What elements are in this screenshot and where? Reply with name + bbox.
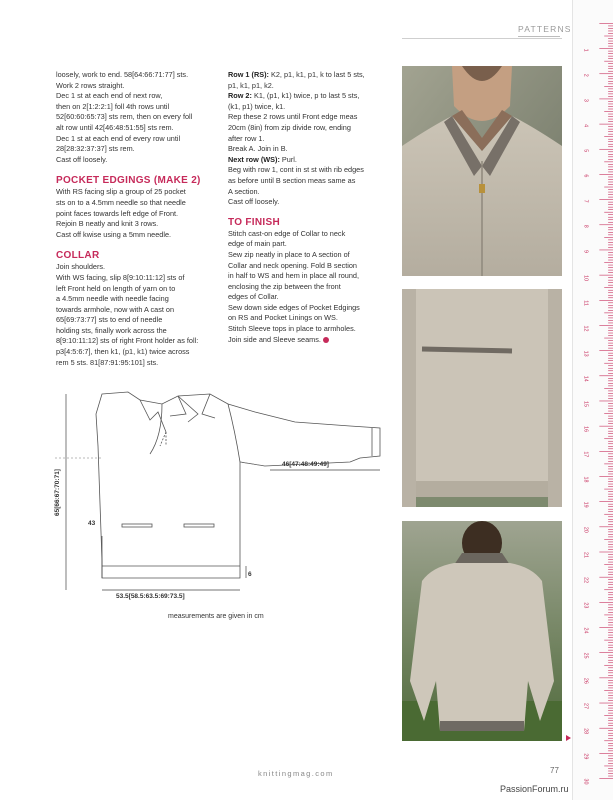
ruler-number: 29 bbox=[582, 753, 589, 760]
text-line: 65[69:73:77] sts to end of needle bbox=[56, 315, 163, 325]
text-line: Cast off loosely. bbox=[56, 154, 108, 164]
row-1-line bbox=[228, 70, 388, 81]
final-line bbox=[228, 335, 388, 346]
text-line: Sew down side edges of Pocket Edgings bbox=[228, 302, 360, 312]
ruler-number: 12 bbox=[582, 325, 589, 332]
row-1-text: K2, p1, k1, p1, k to last 5 sts, bbox=[268, 70, 365, 79]
ruler-number: 15 bbox=[582, 400, 589, 407]
text-line: 28[28:32:37:37] sts rem. bbox=[56, 144, 135, 154]
text-line: Join side and Sleeve seams. bbox=[228, 334, 321, 344]
text-line: as before until B section meas same as bbox=[228, 175, 356, 185]
text-line: holding sts, finally work across the bbox=[56, 325, 167, 335]
text-line: Stitch Sleeve tops in place to armholes. bbox=[228, 324, 356, 334]
photo-collar-closeup bbox=[402, 66, 562, 276]
page-number: 77 bbox=[550, 766, 559, 775]
ruler-number: 30 bbox=[582, 778, 589, 785]
ruler-number: 5 bbox=[582, 149, 589, 153]
text-line: rem 5 sts. 81[87:91:95:101] sts. bbox=[56, 357, 159, 367]
length-label: 65[66:67:70:71] bbox=[54, 469, 61, 516]
ruler-number: 19 bbox=[582, 501, 589, 508]
column-left bbox=[56, 70, 216, 368]
text-line: With WS facing, slip 8[9:10:11:12] sts of bbox=[56, 272, 185, 282]
text-line: Cast off loosely. bbox=[228, 197, 280, 207]
text-line: after row 1. bbox=[228, 133, 265, 143]
schematic-pocket-right bbox=[184, 524, 214, 527]
text-line: enclosing the zip between the front bbox=[228, 281, 341, 291]
ruler-number: 27 bbox=[582, 703, 589, 709]
ruler-number: 18 bbox=[582, 476, 589, 483]
text-line: Rep these 2 rows until Front edge meas bbox=[228, 112, 358, 122]
text-line: point faces towards left edge of Front. bbox=[56, 208, 179, 218]
text-line: Join shoulders. bbox=[56, 262, 106, 272]
ruler-number: 4 bbox=[582, 124, 589, 128]
ruler-number: 24 bbox=[582, 627, 589, 634]
ruler-number: 28 bbox=[582, 728, 589, 735]
text-line: Collar and neck opening. Fold B section bbox=[228, 260, 357, 270]
footer-site: knittingmag.com bbox=[258, 769, 334, 778]
ruler-number: 16 bbox=[582, 426, 589, 433]
text-line: Dec 1 st at each end of next row, bbox=[56, 91, 163, 101]
ruler-number: 1 bbox=[582, 48, 589, 52]
next-row-label: Next row (WS): bbox=[228, 154, 280, 164]
ruler-number: 10 bbox=[582, 275, 589, 282]
width-label: 53.5[58.5:63.5:69:73.5] bbox=[116, 593, 185, 600]
ruler-number: 25 bbox=[582, 652, 589, 659]
text-line: sts on to a 4.5mm needle so that needle bbox=[56, 197, 186, 207]
ruler-number: 13 bbox=[582, 350, 589, 357]
text-line: on RS and Pocket Linings on WS. bbox=[228, 313, 338, 323]
row-2-label: Row 2: bbox=[228, 91, 252, 101]
sleeve-label: 46[47:48:49:49] bbox=[282, 461, 329, 468]
row-1-label: Row 1 (RS): bbox=[228, 70, 269, 79]
rib-label: 6 bbox=[248, 571, 252, 578]
text-line: towards armhole, now with A cast on bbox=[56, 304, 175, 314]
text-line: Break A. Join in B. bbox=[228, 144, 288, 154]
next-row-text: Purl. bbox=[279, 154, 297, 164]
ruler-number: 3 bbox=[582, 98, 589, 102]
ruler-number: 11 bbox=[582, 300, 589, 306]
pocket-height-label: 43 bbox=[88, 520, 96, 527]
schematic-pocket-left bbox=[122, 524, 152, 527]
ruler-number: 9 bbox=[582, 249, 589, 253]
ruler-number: 8 bbox=[582, 224, 589, 228]
ruler-number: 2 bbox=[582, 73, 589, 77]
text-line: 8[9:10:11:12] sts of right Front holder as foll: bbox=[56, 336, 199, 346]
text-line: Sew zip neatly in place to A section of bbox=[228, 249, 350, 259]
ruler-number: 26 bbox=[582, 677, 589, 684]
text-line: left Front held on length of yarn on to bbox=[56, 283, 176, 293]
schematic-outline bbox=[96, 392, 380, 578]
text-line: Stitch cast-on edge of Collar to neck bbox=[228, 228, 346, 238]
photo-back-view bbox=[402, 521, 562, 741]
photo-pocket-detail bbox=[402, 289, 562, 507]
sweater-schematic bbox=[50, 386, 390, 611]
ruler-number: 21 bbox=[582, 552, 589, 558]
side-ruler bbox=[572, 0, 613, 800]
row-2-text: K1, (p1, k1) twice, p to last 5 sts, bbox=[251, 91, 360, 101]
diagram-caption: measurements are given in cm bbox=[168, 613, 264, 620]
text-line: loosely, work to end. 58[64:66:71:77] sts. bbox=[56, 70, 189, 79]
text-line: then on 2[1:2:2:1] foll 4th rows until bbox=[56, 101, 170, 111]
text-line: A section. bbox=[228, 186, 260, 196]
ruler-number: 20 bbox=[582, 526, 589, 533]
ruler-number: 7 bbox=[582, 199, 589, 203]
text-line: in half to WS and hem in place all round, bbox=[228, 271, 360, 281]
header-rule bbox=[402, 38, 562, 39]
collar-heading: COLLAR bbox=[56, 250, 100, 262]
text-line: Dec 1 st at each end of every row until bbox=[56, 133, 181, 143]
ruler-number: 6 bbox=[582, 174, 589, 178]
section-label: PATTERNS bbox=[518, 24, 560, 37]
text-line: edges of Collar. bbox=[228, 292, 279, 302]
pocket-edgings-heading: POCKET EDGINGS (MAKE 2) bbox=[56, 175, 201, 187]
watermark: PassionForum.ru bbox=[500, 784, 569, 794]
end-mark-icon bbox=[323, 337, 329, 343]
text-line: With RS facing slip a group of 25 pocket bbox=[56, 187, 186, 197]
to-finish-heading: TO FINISH bbox=[228, 216, 280, 228]
text-line: Cast off kwise using a 5mm needle. bbox=[56, 229, 172, 239]
ruler-number: 22 bbox=[582, 577, 589, 584]
row-2-line bbox=[228, 91, 388, 102]
text-line: alt row until 42[46:48:51:55] sts rem. bbox=[56, 122, 174, 132]
ruler-number: 23 bbox=[582, 602, 589, 609]
text-line: Work 2 rows straight. bbox=[56, 80, 125, 90]
next-row-line bbox=[228, 155, 388, 166]
column-middle bbox=[228, 70, 388, 345]
ruler-number: 14 bbox=[582, 375, 589, 382]
text-line: (k1, p1) twice, k1. bbox=[228, 101, 286, 111]
text-line: edge of main part. bbox=[228, 239, 287, 249]
ruler-number: 17 bbox=[582, 451, 589, 458]
text-line: p3[4:5:6:7], then k1, (p1, k1) twice across bbox=[56, 347, 190, 357]
text-line: Rejoin B neatly and knit 3 rows. bbox=[56, 219, 159, 229]
text-line: p1, k1, p1, k2. bbox=[228, 80, 274, 90]
text-line: 52[60:60:65:73] sts rem, then on every foll bbox=[56, 112, 193, 122]
text-line: Beg with row 1, cont in st st with rib edges bbox=[228, 165, 364, 175]
page-marker-icon bbox=[566, 735, 571, 741]
text-line: a 4.5mm needle with needle facing bbox=[56, 294, 169, 304]
text-line: 20cm (8in) from zip divide row, ending bbox=[228, 122, 351, 132]
